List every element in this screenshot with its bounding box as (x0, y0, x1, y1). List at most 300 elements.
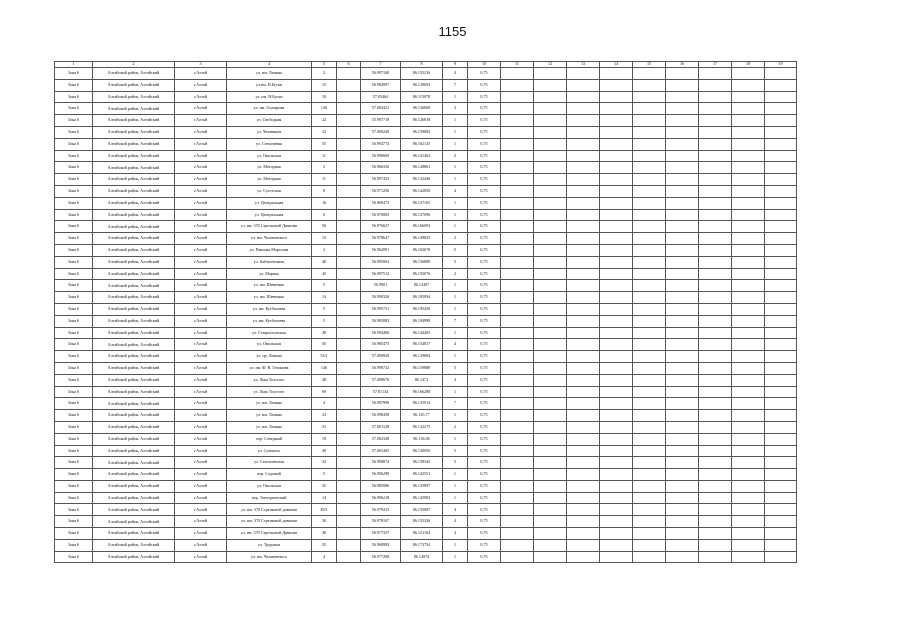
table-cell: 4 (312, 551, 337, 563)
table-cell: 2 (312, 68, 337, 80)
table-cell: Зона 6 (55, 469, 93, 481)
table-cell: 10 (312, 91, 337, 103)
table-cell: 86.129684 (401, 351, 443, 363)
table-cell: 7 (443, 315, 468, 327)
table-cell (567, 445, 600, 457)
table-cell (337, 303, 361, 315)
table-cell: 0,75 (468, 126, 501, 138)
table-cell (699, 362, 732, 374)
table-cell (567, 197, 600, 209)
table-cell (732, 115, 765, 127)
table-cell: г.Алтай (175, 292, 227, 304)
table-cell: 57.002348 (361, 433, 401, 445)
table-cell (699, 457, 732, 469)
table-cell (337, 185, 361, 197)
table-row (55, 445, 797, 457)
table-cell (567, 244, 600, 256)
table-cell (567, 469, 600, 481)
table-cell: ул. им. Н.Буски (227, 91, 312, 103)
table-cell: 56.994997 (361, 79, 401, 91)
table-cell (633, 292, 666, 304)
table-cell: 86.159082 (401, 126, 443, 138)
table-cell (765, 398, 797, 410)
table-cell (567, 351, 600, 363)
table-cell: 86.163678 (401, 244, 443, 256)
table-cell: 29/1 (312, 504, 337, 516)
table-cell: Зона 6 (55, 150, 93, 162)
table-cell (534, 516, 567, 528)
table-cell (666, 410, 699, 422)
table-cell (501, 386, 534, 398)
table-cell: г.Алтай (175, 339, 227, 351)
table-cell (633, 115, 666, 127)
table-cell (600, 221, 633, 233)
table-cell (699, 150, 732, 162)
table-cell: Зона 6 (55, 115, 93, 127)
table-cell: 86.166093 (401, 221, 443, 233)
table-cell (699, 91, 732, 103)
table-cell (600, 303, 633, 315)
table-cell (666, 433, 699, 445)
table-cell: 56.978167 (361, 516, 401, 528)
column-number: 12 (534, 62, 567, 68)
column-number: 13 (567, 62, 600, 68)
column-number: 5 (312, 62, 337, 68)
table-cell (534, 362, 567, 374)
table-cell: 0,75 (468, 115, 501, 127)
table-cell (337, 457, 361, 469)
table-cell: 1 (443, 197, 468, 209)
table-cell: 0,75 (468, 209, 501, 221)
table-cell (699, 339, 732, 351)
table-cell (732, 162, 765, 174)
table-cell (600, 398, 633, 410)
table-cell (732, 68, 765, 80)
table-cell: 11 (312, 150, 337, 162)
table-cell (337, 292, 361, 304)
table-cell: 7 (443, 79, 468, 91)
table-row (55, 197, 797, 209)
column-number: 1 (55, 62, 93, 68)
table-cell: 0,75 (468, 551, 501, 563)
table-cell (534, 209, 567, 221)
table-cell (337, 421, 361, 433)
table-cell (732, 256, 765, 268)
table-cell: ул. Сулиного (227, 445, 312, 457)
table-cell (337, 174, 361, 186)
column-number: 3 (175, 62, 227, 68)
table-cell (501, 362, 534, 374)
table-row (55, 433, 797, 445)
table-cell (600, 197, 633, 209)
table-cell: 69 (312, 386, 337, 398)
table-cell: 0,75 (468, 68, 501, 80)
table-cell: пер. Садовый (227, 469, 312, 481)
table-cell: Зона 6 (55, 197, 93, 209)
table-cell (633, 445, 666, 457)
table-cell: Зона 6 (55, 174, 93, 186)
table-row (55, 162, 797, 174)
table-cell: 6 (312, 209, 337, 221)
table-cell (501, 469, 534, 481)
table-cell: 86.132446 (401, 174, 443, 186)
table-cell (633, 68, 666, 80)
table-cell: г.Алтай (175, 386, 227, 398)
table-cell: г.Алтай (175, 256, 227, 268)
table-cell (501, 539, 534, 551)
table-cell: 15 (312, 233, 337, 245)
table-cell: г.Алтай (175, 185, 227, 197)
table-cell (567, 174, 600, 186)
table-cell: 56 (312, 339, 337, 351)
table-cell: 5 (312, 280, 337, 292)
table-cell (633, 410, 666, 422)
table-cell (534, 315, 567, 327)
table-cell (534, 79, 567, 91)
table-cell (765, 303, 797, 315)
table-cell: 1 (443, 469, 468, 481)
table-cell (732, 138, 765, 150)
table-cell: 0,75 (468, 516, 501, 528)
table-cell: Зона 6 (55, 480, 93, 492)
table-cell: Зона 6 (55, 185, 93, 197)
table-cell: Алтайский район, Алтайский (93, 91, 175, 103)
table-cell (534, 303, 567, 315)
table-cell: ул. Степичевская (227, 457, 312, 469)
table-cell (633, 457, 666, 469)
table-cell: Зона 6 (55, 410, 93, 422)
table-cell (534, 185, 567, 197)
table-cell (732, 362, 765, 374)
table-cell: г.Алтай (175, 268, 227, 280)
table-cell: 86.115078 (401, 91, 443, 103)
table-cell (567, 103, 600, 115)
table-cell: 1 (443, 126, 468, 138)
table-row (55, 398, 797, 410)
table-row (55, 374, 797, 386)
table-cell (337, 445, 361, 457)
table-cell: 0,75 (468, 197, 501, 209)
table-cell (666, 91, 699, 103)
table-cell (732, 185, 765, 197)
table-cell (600, 91, 633, 103)
table-cell (534, 174, 567, 186)
table-cell: 57.01134 (361, 386, 401, 398)
table-cell: 86.126818 (401, 115, 443, 127)
table-cell: 0,75 (468, 410, 501, 422)
table-cell (732, 386, 765, 398)
table-cell (765, 280, 797, 292)
table-cell (699, 79, 732, 91)
table-cell: ул. им. Ленина (227, 410, 312, 422)
table-cell (765, 351, 797, 363)
table-cell (765, 539, 797, 551)
table-cell: 86.155087 (401, 504, 443, 516)
table-cell: ул. им. 370 Стрелковой дивизии (227, 504, 312, 516)
table-cell: 2 (312, 244, 337, 256)
table-cell (732, 91, 765, 103)
table-cell (732, 410, 765, 422)
table-cell (732, 209, 765, 221)
table-cell: Зона 6 (55, 280, 93, 292)
table-cell (337, 374, 361, 386)
table-cell: 5 (443, 457, 468, 469)
table-cell: ул. им. Ф. В. Гочинова (227, 362, 312, 374)
table-cell: 1 (443, 221, 468, 233)
table-cell (666, 197, 699, 209)
table-row (55, 492, 797, 504)
table-cell: 56.996218 (361, 492, 401, 504)
table-cell (501, 374, 534, 386)
table-cell (567, 528, 600, 540)
table-cell: г.Алтай (175, 327, 227, 339)
table-row (55, 362, 797, 374)
table-cell (337, 504, 361, 516)
table-cell: ул. им. 370 Стрелковой дивизии (227, 516, 312, 528)
table-cell (534, 433, 567, 445)
table-cell (732, 103, 765, 115)
table-cell: 1 (443, 551, 468, 563)
table-cell: 55 (312, 539, 337, 551)
table-cell (699, 256, 732, 268)
table-cell: Алтайский район, Алтайский (93, 244, 175, 256)
table-cell (600, 162, 633, 174)
table-cell (699, 469, 732, 481)
table-cell: Алтайский район, Алтайский (93, 492, 175, 504)
table-cell: Алтайский район, Алтайский (93, 504, 175, 516)
table-cell: 86.155076 (401, 268, 443, 280)
table-cell: 1 (443, 327, 468, 339)
table-cell: Алтайский район, Алтайский (93, 315, 175, 327)
table-cell: 86.128861 (401, 162, 443, 174)
table-cell: 0,75 (468, 185, 501, 197)
table-cell (666, 457, 699, 469)
table-cell: ул. Овальская (227, 150, 312, 162)
table-cell: г.Алтай (175, 433, 227, 445)
table-cell (633, 103, 666, 115)
table-cell (534, 528, 567, 540)
table-cell (666, 351, 699, 363)
table-cell: пер. Электрический (227, 492, 312, 504)
table-cell: 14 (312, 292, 337, 304)
table-cell: 56.995083 (361, 315, 401, 327)
table-cell: ул. Центральная (227, 209, 312, 221)
table-cell (699, 351, 732, 363)
table-cell: 19 (312, 433, 337, 445)
table-cell (501, 433, 534, 445)
table-cell: Алтайский район, Алтайский (93, 292, 175, 304)
table-cell (337, 327, 361, 339)
table-cell: 8 (312, 185, 337, 197)
table-cell (633, 185, 666, 197)
table-cell (666, 244, 699, 256)
table-cell: 1 (443, 492, 468, 504)
table-cell (567, 398, 600, 410)
table-cell (633, 421, 666, 433)
table-cell: 55 (312, 138, 337, 150)
table-cell (600, 386, 633, 398)
table-cell: г.Алтай (175, 197, 227, 209)
table-cell: ул. Павлика Морозова (227, 244, 312, 256)
table-cell: 1 (443, 480, 468, 492)
table-cell: 0,75 (468, 398, 501, 410)
table-cell: г.Алтай (175, 162, 227, 174)
table-cell (666, 315, 699, 327)
table-cell: 0,75 (468, 457, 501, 469)
table-cell (337, 280, 361, 292)
table-cell: 86.137165 (401, 197, 443, 209)
table-cell: 86.122275 (401, 421, 443, 433)
table-cell (732, 339, 765, 351)
table-cell (337, 103, 361, 115)
table-cell (765, 162, 797, 174)
table-cell (501, 103, 534, 115)
table-cell (633, 469, 666, 481)
table-cell: Алтайский район, Алтайский (93, 221, 175, 233)
table-cell: 15 (312, 79, 337, 91)
table-cell (765, 292, 797, 304)
table-cell: ул.им. Н.Буски (227, 79, 312, 91)
table-cell: 4 (443, 339, 468, 351)
table-cell: 86.135897 (401, 480, 443, 492)
table-cell (567, 185, 600, 197)
table-cell (699, 209, 732, 221)
table-cell: 56.968983 (361, 539, 401, 551)
table-cell (732, 268, 765, 280)
table-cell (600, 126, 633, 138)
table-cell: 56.997512 (361, 268, 401, 280)
table-cell (567, 421, 600, 433)
table-cell: 56.978647 (361, 233, 401, 245)
table-cell: г.Алтай (175, 421, 227, 433)
table-cell (337, 551, 361, 563)
table-cell (567, 256, 600, 268)
table-cell (633, 244, 666, 256)
table-cell (534, 504, 567, 516)
table-cell: г.Алтай (175, 233, 227, 245)
table-cell (765, 174, 797, 186)
table-cell (765, 68, 797, 80)
table-cell (666, 469, 699, 481)
table-cell (501, 457, 534, 469)
table-cell: Алтайский район, Алтайский (93, 327, 175, 339)
table-cell: 35 (312, 480, 337, 492)
table-cell (699, 185, 732, 197)
table-cell (633, 480, 666, 492)
table-cell (732, 457, 765, 469)
table-row (55, 421, 797, 433)
table-cell: 0,75 (468, 138, 501, 150)
table-cell: 0,75 (468, 327, 501, 339)
table-cell: 86.173754 (401, 539, 443, 551)
table-cell: г.Алтай (175, 303, 227, 315)
table-cell: 57.002421 (361, 103, 401, 115)
table-row (55, 185, 797, 197)
table-cell (699, 374, 732, 386)
table-cell (633, 528, 666, 540)
column-number: 16 (666, 62, 699, 68)
table-cell (501, 162, 534, 174)
table-cell (765, 480, 797, 492)
table-cell (633, 433, 666, 445)
table-cell (534, 150, 567, 162)
table-cell (337, 209, 361, 221)
table-cell: 86.159888 (401, 362, 443, 374)
table-cell: ул. Овальская (227, 339, 312, 351)
table-cell (337, 433, 361, 445)
table-cell (699, 268, 732, 280)
table-cell (600, 339, 633, 351)
table-cell (765, 315, 797, 327)
table-cell (600, 315, 633, 327)
table-cell: Зона 6 (55, 327, 93, 339)
table-cell: Алтайский район, Алтайский (93, 303, 175, 315)
table-cell: 0,75 (468, 162, 501, 174)
table-cell (732, 433, 765, 445)
table-row (55, 480, 797, 492)
table-cell: 4 (443, 185, 468, 197)
table-cell: 86.155216 (401, 68, 443, 80)
table-cell (732, 539, 765, 551)
table-cell: 1 (443, 386, 468, 398)
table-cell (337, 386, 361, 398)
table-cell (633, 351, 666, 363)
column-number: 8 (401, 62, 443, 68)
table-cell: Зона 6 (55, 445, 93, 457)
table-cell (732, 351, 765, 363)
table-cell: ул. им. Чехавевского (227, 233, 312, 245)
table-cell: 86.142050 (401, 185, 443, 197)
table-cell: 5 (312, 303, 337, 315)
table-cell (337, 115, 361, 127)
table-cell: 0,75 (468, 303, 501, 315)
table-cell (567, 492, 600, 504)
table-row (55, 280, 797, 292)
table-cell: 86.128693 (401, 79, 443, 91)
table-cell: 56.966336 (361, 162, 401, 174)
table-cell: Зона 6 (55, 68, 93, 80)
table-cell: г.Алтай (175, 445, 227, 457)
table-cell: 1 (443, 91, 468, 103)
table-cell: г.Алтай (175, 410, 227, 422)
table-cell (732, 150, 765, 162)
table-cell (666, 516, 699, 528)
table-cell: Зона 6 (55, 398, 93, 410)
table-row (55, 551, 797, 563)
table-cell (600, 268, 633, 280)
table-cell: 1 (443, 280, 468, 292)
table-cell: 56.971256 (361, 185, 401, 197)
table-cell (699, 292, 732, 304)
table-cell: 86.130056 (401, 445, 443, 457)
table-cell: г.Алтай (175, 480, 227, 492)
table-cell (337, 221, 361, 233)
table-row (55, 221, 797, 233)
table-cell: Зона 6 (55, 457, 93, 469)
table-cell: 5 (312, 315, 337, 327)
table-cell (501, 516, 534, 528)
table-cell: 0,75 (468, 528, 501, 540)
table-cell: 86.137096 (401, 209, 443, 221)
table-cell (534, 256, 567, 268)
table-cell: 56.990669 (361, 150, 401, 162)
table-cell (600, 469, 633, 481)
table-cell (501, 174, 534, 186)
table-cell (501, 528, 534, 540)
table-cell: 57.001465 (361, 445, 401, 457)
table-cell: Алтайский район, Алтайский (93, 126, 175, 138)
table-cell: г.Алтай (175, 528, 227, 540)
